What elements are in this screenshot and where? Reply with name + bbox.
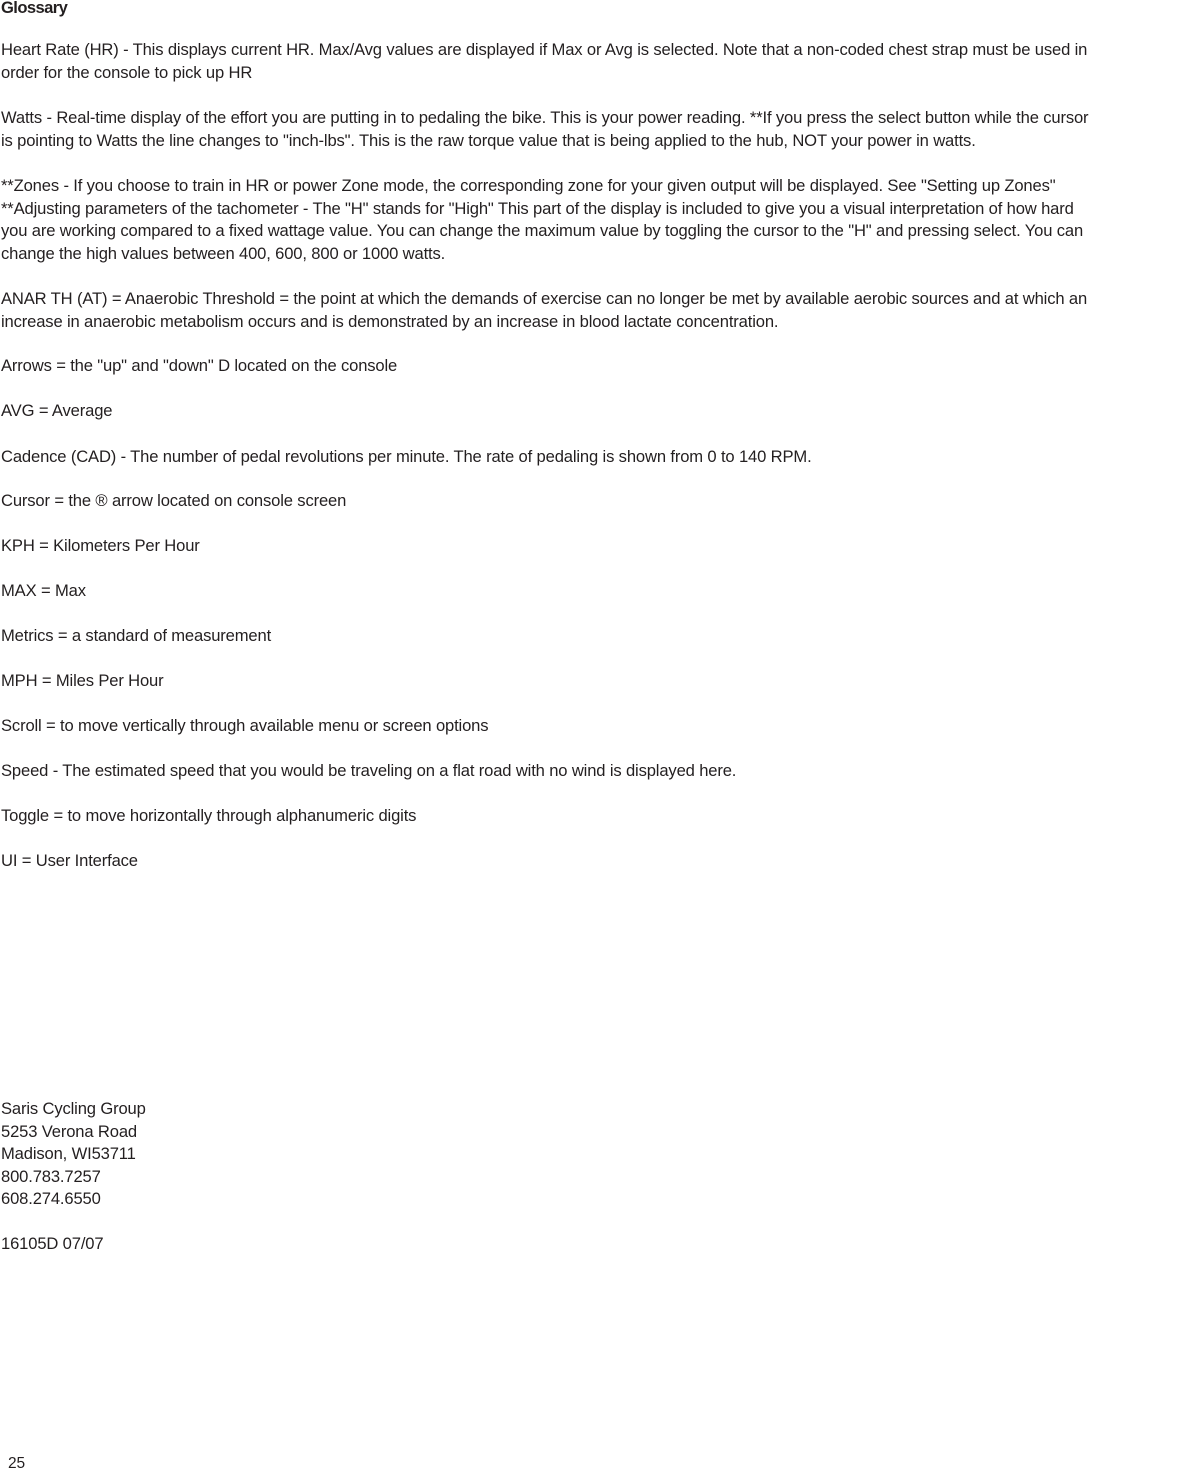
phone-number: 608.274.6550 <box>1 1189 101 1209</box>
glossary-entry-ui: UI = User Interface <box>1 851 138 870</box>
phone-number: 800.783.7257 <box>1 1166 101 1186</box>
glossary-entry-cursor: Cursor = the ® arrow located on console screen <box>1 491 347 510</box>
entry-line: you are working compared to a fixed wattage value. You can change the maximum value by toggling the cursor to the "H" and pressing select. You can <box>1 221 1084 241</box>
glossary-entry-scroll: Scroll = to move vertically through available menu or screen options <box>1 716 489 735</box>
glossary-entry-anar-th <box>1 288 1199 333</box>
entry-line: Heart Rate (HR) - This displays current HR. Max/Avg values are displayed if Max or Avg is selected. Note that a non-coded chest strap must be used in <box>1 40 1088 59</box>
glossary-entry-arrows: Arrows = the "up" and "down" D located on the console <box>1 356 398 375</box>
city-state-zip: Madison, WI53711 <box>1 1144 136 1164</box>
glossary-entry-toggle: Toggle = to move horizontally through alphanumeric digits <box>1 806 417 825</box>
entry-line: is pointing to Watts the line changes to "inch-lbs". This is the raw torque value that is being applied to the hub, NOT your power in watts. <box>1 130 976 150</box>
glossary-entry-max: MAX = Max <box>1 581 86 600</box>
glossary-entry-watts <box>1 107 1199 152</box>
glossary-entry-kph: KPH = Kilometers Per Hour <box>1 536 200 555</box>
page-number: 25 <box>8 1455 25 1472</box>
glossary-entry-speed: Speed - The estimated speed that you would be traveling on a flat road with no wind is displayed here. <box>1 761 737 780</box>
glossary-entry-heart-rate <box>1 39 1199 84</box>
street-address: 5253 Verona Road <box>1 1121 137 1141</box>
company-address <box>1 1098 146 1211</box>
entry-line: Watts - Real-time display of the effort you are putting in to pedaling the bike. This is your power reading. **If you press the select button while the cursor <box>1 108 1089 127</box>
document-code: 16105D 07/07 <box>1 1234 104 1253</box>
entry-line: order for the console to pick up HR <box>1 62 253 82</box>
glossary-entry-cadence: Cadence (CAD) - The number of pedal revolutions per minute. The rate of pedaling is shown from 0 to 140 RPM. <box>1 447 812 466</box>
glossary-entry-zones <box>1 175 1199 265</box>
glossary-entry-mph: MPH = Miles Per Hour <box>1 671 164 690</box>
glossary-entry-metrics: Metrics = a standard of measurement <box>1 626 272 645</box>
glossary-entry-avg: AVG = Average <box>1 401 113 420</box>
entry-line: change the high values between 400, 600, 800 or 1000 watts. <box>1 243 446 263</box>
entry-line: increase in anaerobic metabolism occurs and is demonstrated by an increase in blood lactate concentration. <box>1 311 779 331</box>
company-name: Saris Cycling Group <box>1 1099 146 1118</box>
page-title: Glossary <box>1 0 68 17</box>
entry-line: ANAR TH (AT) = Anaerobic Threshold = the point at which the demands of exercise can no longer be met by available aerobic sources and at which an <box>1 289 1088 308</box>
entry-line: **Adjusting parameters of the tachometer - The "H" stands for "High" This part of the display is included to give you a visual interpretation of how hard <box>1 198 1074 218</box>
entry-line: **Zones - If you choose to train in HR or power Zone mode, the corresponding zone for your given output will be displayed. See "Setting up Zones" <box>1 176 1056 195</box>
